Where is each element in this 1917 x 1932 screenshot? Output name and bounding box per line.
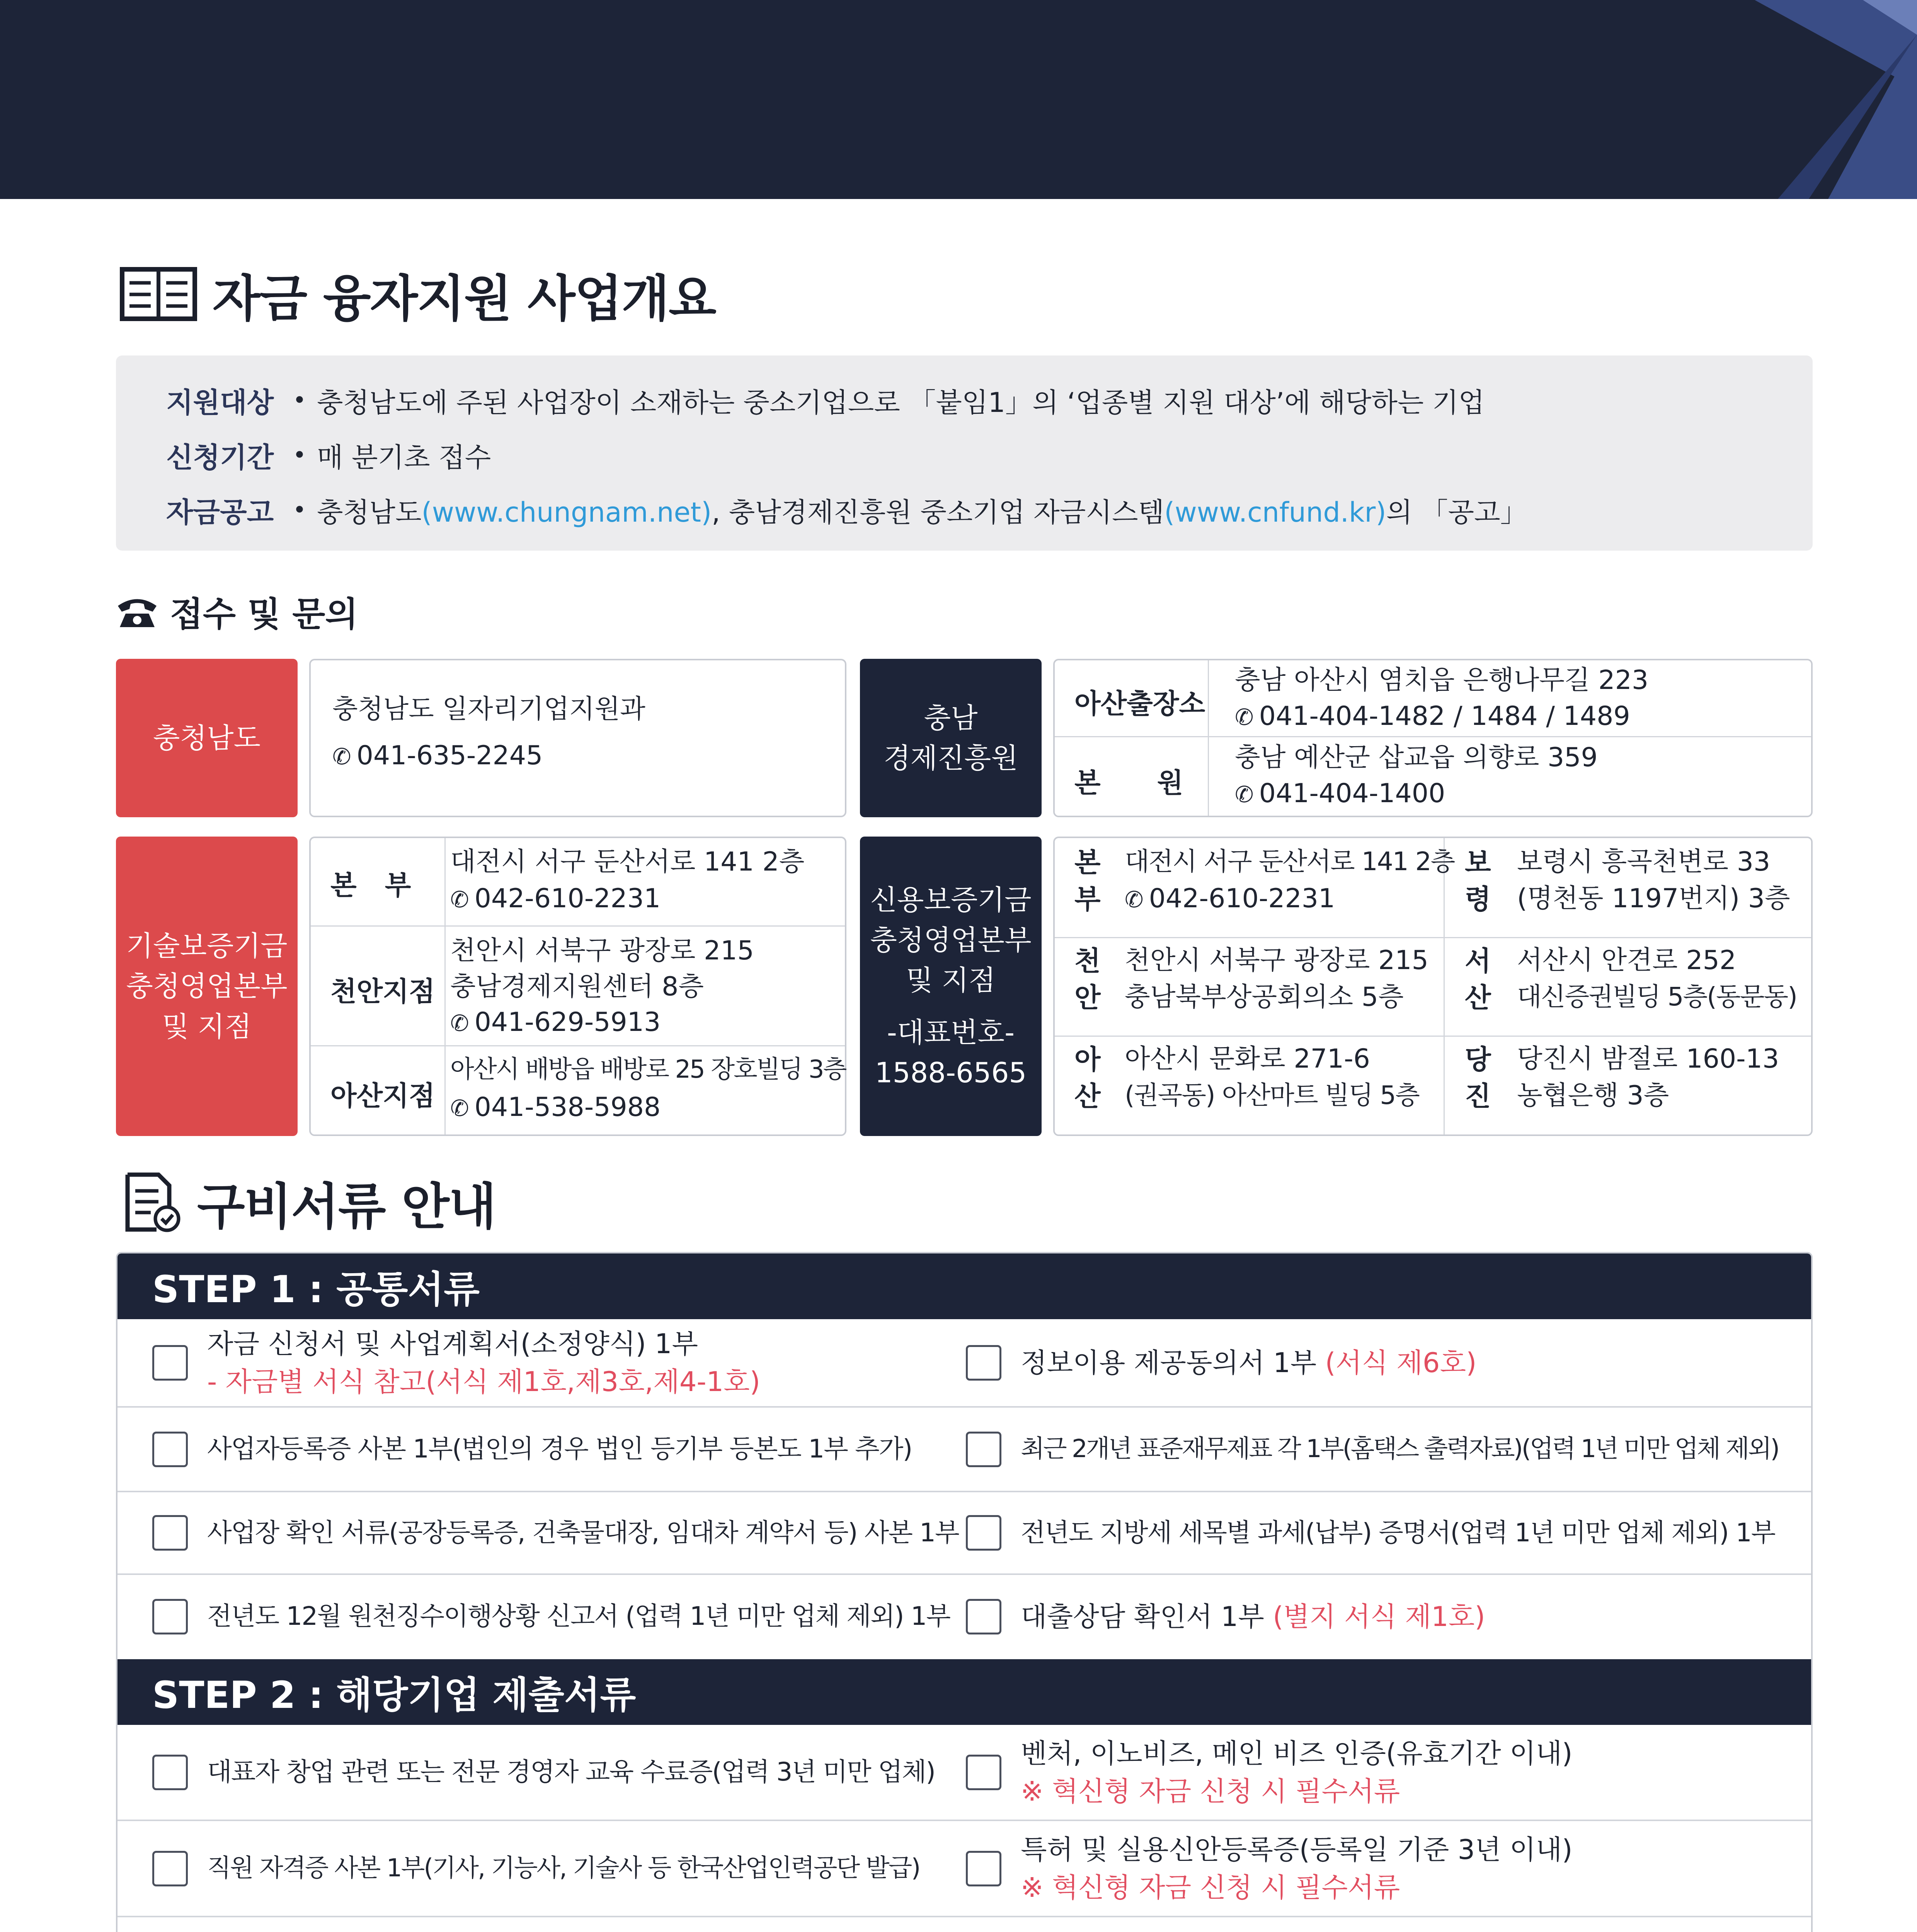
item-text: 전년도 지방세 세목별 과세(납부) 증명서(업력 1년 미만 업체 제외) 1부 <box>1021 1517 1775 1548</box>
cnepa-hq-phone: 041-404-1400 <box>1259 778 1445 809</box>
char: 산 <box>1465 981 1491 1014</box>
kodit-asan-addr1: 아산시 문화로 271-6 <box>1125 1044 1370 1074</box>
kibo-hq-addr: 대전시 서구 둔산서로 141 2층 <box>450 847 805 877</box>
item-text: 특허 및 실용신안등록증(등록일 기준 3년 이내) <box>1021 1833 1573 1866</box>
step2-item-2[interactable] <box>966 1725 1573 1820</box>
step1-item-1[interactable] <box>152 1319 760 1406</box>
item-text: 정보이용 제공동의서 1부 <box>1021 1347 1325 1379</box>
checkbox[interactable] <box>152 1345 188 1381</box>
kodit-dangjin-addr1: 당진시 밤절로 160-13 <box>1517 1044 1779 1074</box>
kibo-name-3: 및 지점 <box>162 1010 252 1043</box>
kodit-seosan-addr1: 서산시 안견로 252 <box>1517 945 1737 976</box>
kibo-asan-label: 아산지점 <box>330 1080 435 1112</box>
kibo-cheonan-phone-line <box>450 1005 661 1040</box>
item-text: 사업장 확인 서류(공장등록증, 건축물대장, 임대차 계약서 등) 사본 1부 <box>207 1517 959 1548</box>
step1-item-8[interactable] <box>966 1575 1485 1658</box>
top-banner <box>0 0 1917 199</box>
kodit-branch-label <box>1074 1041 1101 1114</box>
kodit-label-box <box>860 837 1042 1136</box>
overview-row-notice <box>166 483 1813 537</box>
phone-icon: ✆ <box>450 1095 469 1121</box>
notice-text-a: 충청남도 <box>317 496 422 528</box>
cnepa-asan-phone: 041-404-1482 / 1484 / 1489 <box>1259 701 1630 731</box>
checkbox[interactable] <box>966 1755 1001 1790</box>
char: 당 <box>1465 1044 1491 1075</box>
cnepa-asan-label: 아산출장소 <box>1074 688 1205 719</box>
step2-item-3[interactable] <box>152 1821 919 1916</box>
kodit-cheonan-addr1: 천안시 서북구 광장로 215 <box>1125 945 1428 976</box>
kodit-branch-label <box>1465 943 1491 1016</box>
documents-table <box>116 1252 1813 1932</box>
checkbox[interactable] <box>152 1515 188 1551</box>
kodit-cheonan-addr2: 충남북부상공회의소 5층 <box>1125 982 1404 1012</box>
kibo-asan-phone-line <box>450 1090 661 1125</box>
kodit-branch-label <box>1074 844 1101 917</box>
divider <box>1055 1036 1811 1037</box>
kodit-rep-phone: 1588-6565 <box>875 1056 1027 1089</box>
cnepa-name-2: 경제진흥원 <box>884 742 1018 774</box>
overview-label: 자금공고 <box>166 496 274 529</box>
phone-icon: ✆ <box>450 886 469 913</box>
divider <box>444 838 446 1134</box>
phone-icon: ✆ <box>1235 704 1254 730</box>
step2-title: STEP 2 : 해당기업 제출서류 <box>152 1673 636 1717</box>
step1-header <box>117 1253 1813 1319</box>
book-icon <box>120 265 197 323</box>
chungnam-link[interactable]: (www.chungnam.net) <box>421 496 712 528</box>
step1-item-2[interactable] <box>966 1319 1476 1406</box>
step2-item-5[interactable] <box>152 1917 741 1932</box>
kodit-dangjin-addr2: 농협은행 3층 <box>1517 1080 1669 1111</box>
notice-text-b: , 충남경제진흥원 중소기업 자금시스템 <box>712 496 1165 528</box>
kibo-asan-phone: 041-538-5988 <box>474 1092 661 1122</box>
kibo-label-box <box>116 837 298 1136</box>
item-text: 전년도 12월 원천징수이행상황 신고서 (업력 1년 미만 업체 제외) 1부 <box>207 1601 950 1631</box>
step1-item-7[interactable] <box>152 1575 950 1658</box>
cnfund-link[interactable]: (www.cnfund.kr) <box>1164 496 1386 528</box>
overview-text: 매 분기초 접수 <box>317 441 491 473</box>
phone-icon: ✆ <box>332 743 351 770</box>
kibo-cheonan-label: 천안지점 <box>330 976 435 1007</box>
chungnam-phone-line <box>332 738 543 774</box>
telephone-icon <box>116 594 158 629</box>
char: 진 <box>1465 1080 1491 1112</box>
chungnam-phone: 041-635-2245 <box>356 740 543 771</box>
checkbox[interactable] <box>152 1599 188 1634</box>
char: 령 <box>1465 883 1491 915</box>
step2-item-4[interactable] <box>966 1821 1573 1916</box>
overview-label: 지원대상 <box>166 386 274 419</box>
kodit-boryeong-addr2: (명천동 1197번지) 3층 <box>1517 883 1790 914</box>
kodit-asan-addr2: (권곡동) 아산마트 빌딩 5층 <box>1125 1080 1419 1110</box>
item-note: (서식 제6호) <box>1325 1347 1477 1379</box>
chungnam-name: 충청남도 <box>153 721 261 754</box>
step1-item-4[interactable] <box>966 1408 1778 1491</box>
char: 안 <box>1074 981 1101 1014</box>
cnepa-hq-phone-line <box>1235 776 1445 811</box>
kodit-hq-phone: 042-610-2231 <box>1149 883 1335 914</box>
kodit-branch-label <box>1465 1041 1491 1114</box>
bullet: • <box>293 442 306 469</box>
phone-icon: ✆ <box>450 1010 469 1036</box>
phone-icon: ✆ <box>1235 781 1254 808</box>
char: 아 <box>1074 1044 1101 1075</box>
item-note: (별지 서식 제1호) <box>1273 1600 1485 1633</box>
phone-icon: ✆ <box>1125 886 1144 913</box>
kodit-name-1: 신용보증기금 <box>870 883 1032 916</box>
item-text: 대출상담 확인서 1부 <box>1021 1600 1273 1633</box>
char: 천 <box>1074 945 1101 977</box>
divider <box>1208 660 1209 816</box>
checkbox[interactable] <box>966 1432 1001 1467</box>
checkbox[interactable] <box>966 1599 1001 1634</box>
char: 보 <box>1465 847 1491 878</box>
kodit-rep-label: -대표번호- <box>887 1016 1015 1049</box>
divider <box>1444 838 1445 1134</box>
overview-title: 자금 융자지원 사업개요 <box>213 270 716 328</box>
chungnam-dept: 충청남도 일자리기업지원과 <box>332 694 645 724</box>
checkbox[interactable] <box>966 1851 1001 1886</box>
item-text: 직원 자격증 사본 1부(기사, 기능사, 기술사 등 한국산업인력공단 발급) <box>207 1854 920 1883</box>
kodit-branch-label <box>1465 844 1491 917</box>
notice-text-c: 의 「공고」 <box>1386 496 1527 528</box>
chungnam-label-box <box>116 659 298 817</box>
step2-item-6[interactable] <box>966 1917 1673 1932</box>
char: 산 <box>1074 1080 1101 1112</box>
overview-row-target <box>166 373 1813 428</box>
checkbox[interactable] <box>152 1851 188 1886</box>
kibo-name-1: 기술보증기금 <box>126 929 288 962</box>
step2-header <box>117 1659 1813 1725</box>
overview-row-period <box>166 428 1813 483</box>
step1-title: STEP 1 : 공통서류 <box>152 1267 480 1311</box>
item-note: - 자금별 서식 참고(서식 제1호,제3호,제4-1호) <box>207 1366 761 1398</box>
decorative-rays <box>1646 0 1917 199</box>
kodit-branch-label <box>1074 943 1101 1016</box>
kodit-seosan-addr2: 대신증권빌딩 5층(동문동) <box>1517 982 1797 1012</box>
divider <box>311 1045 845 1046</box>
item-note: ※ 혁신형 자금 신청 시 필수서류 <box>1021 1775 1400 1807</box>
char: 서 <box>1465 945 1491 977</box>
cnepa-hq-label: 본 원 <box>1074 767 1183 799</box>
kibo-hq-phone-line <box>450 881 661 917</box>
kodit-hq-phone-line <box>1125 881 1335 917</box>
kodit-hq-addr: 대전시 서구 둔산서로 141 2층 <box>1125 847 1455 876</box>
checkbox[interactable] <box>966 1345 1001 1381</box>
contact-title: 접수 및 문의 <box>170 594 358 634</box>
checkbox[interactable] <box>152 1432 188 1467</box>
divider <box>311 925 845 927</box>
cnepa-label-box <box>860 659 1042 817</box>
item-note: ※ 혁신형 자금 신청 시 필수서류 <box>1021 1871 1400 1903</box>
kodit-name-3: 및 지점 <box>906 964 996 997</box>
overview-text <box>317 491 1527 530</box>
divider <box>1055 937 1811 938</box>
divider <box>1055 736 1811 737</box>
document-check-icon <box>124 1172 182 1233</box>
step1-item-6[interactable] <box>966 1492 1775 1573</box>
cnepa-hq-addr: 충남 예산군 삽교읍 의향로 359 <box>1235 742 1598 773</box>
kibo-cheonan-addr2: 충남경제지원센터 8층 <box>450 971 704 1002</box>
item-text-wrap <box>1021 1735 1573 1810</box>
kibo-hq-label: 본 부 <box>330 869 411 901</box>
step2-item-1[interactable] <box>152 1725 935 1820</box>
item-text-wrap <box>207 1325 760 1401</box>
cnepa-name-1: 충남 <box>924 701 978 734</box>
char: 부 <box>1074 883 1101 915</box>
documents-heading <box>124 1167 495 1238</box>
kibo-hq-phone: 042-610-2231 <box>474 883 661 914</box>
cnepa-asan-phone-line <box>1235 699 1630 734</box>
overview-label: 신청기간 <box>166 441 274 474</box>
checkbox[interactable] <box>966 1515 1001 1551</box>
item-text: 자금 신청서 및 사업계획서(소정양식) 1부 <box>207 1328 698 1360</box>
item-text: 최근 2개년 표준재무제표 각 1부(홈택스 출력자료)(업력 1년 미만 업체 제외) <box>1021 1434 1779 1463</box>
item-text-wrap <box>1021 1831 1573 1906</box>
kibo-name-2: 충청영업본부 <box>126 970 288 1003</box>
kodit-boryeong-addr1: 보령시 흥곡천변로 33 <box>1517 847 1771 877</box>
char: 본 <box>1074 847 1101 878</box>
checkbox[interactable] <box>152 1755 188 1790</box>
overview-text: 충청남도에 주된 사업장이 소재하는 중소기업으로 「붙임1」의 ‘업종별 지원 대상’에 해당하는 기업 <box>317 386 1485 418</box>
kodit-name-2: 충청영업본부 <box>870 923 1032 956</box>
overview-heading <box>120 259 716 330</box>
kibo-asan-addr: 아산시 배방읍 배방로 25 장호빌딩 3층 <box>450 1055 846 1084</box>
item-text: 사업자등록증 사본 1부(법인의 경우 법인 등기부 등본도 1부 추가) <box>207 1434 912 1464</box>
overview-box <box>116 355 1813 551</box>
kibo-cheonan-phone: 041-629-5913 <box>474 1007 661 1037</box>
documents-title: 구비서류 안내 <box>197 1178 496 1236</box>
bullet: • <box>293 497 306 524</box>
cnepa-asan-addr: 충남 아산시 염치읍 은행나무길 223 <box>1235 665 1649 696</box>
step1-item-3[interactable] <box>152 1408 912 1491</box>
contact-heading <box>116 587 358 636</box>
kibo-cheonan-addr1: 천안시 서북구 광장로 215 <box>450 935 754 966</box>
item-text: 대표자 창업 관련 또는 전문 경영자 교육 수료증(업력 3년 미만 업체) <box>207 1757 935 1787</box>
bullet: • <box>293 387 306 414</box>
item-text: 벤처, 이노비즈, 메인 비즈 인증(유효기간 이내) <box>1021 1737 1573 1769</box>
step1-item-5[interactable] <box>152 1492 959 1573</box>
